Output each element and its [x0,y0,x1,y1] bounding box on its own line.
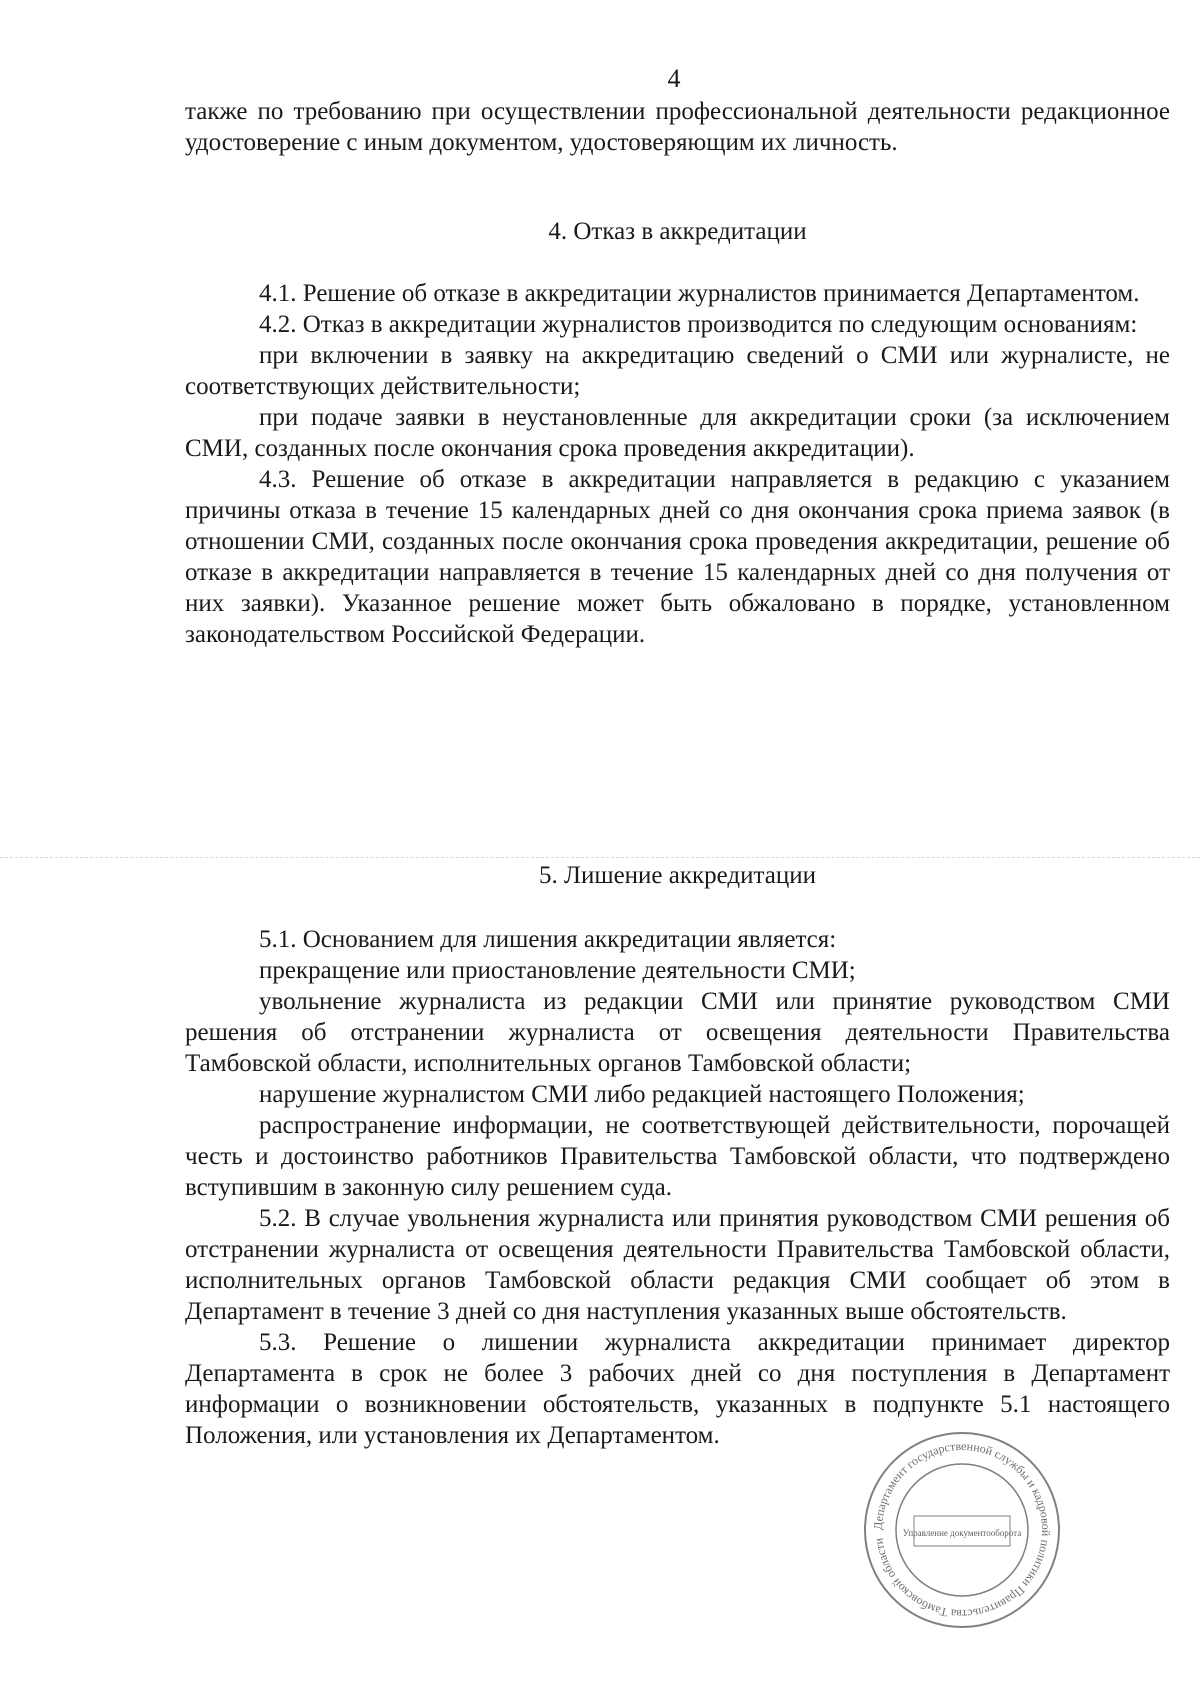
paragraph-4-2-a: при включении в заявку на аккредитацию сведений о СМИ или журналисте, не соответствующих действительности; [185,342,1170,400]
stamp-outer-text: Департамент государственной службы и кадровой политики Правительства Тамбовской области [870,1438,1054,1622]
paragraph-4-2-b: при подаче заявки в неустановленные для аккредитации сроки (за исключением СМИ, созданных после окончания срока проведения аккредитации). [185,404,1170,462]
paragraph-4-1: 4.1. Решение об отказе в аккредитации журналистов принимается Департаментом. [259,280,1140,307]
intro-text: также по требованию при осуществлении профессиональной деятельности редакционное удостоверение с иным документом, удостоверяющим их личность. [185,98,1170,156]
section-4-body [185,278,1170,650]
section-4-title: 4. Отказ в аккредитации [548,218,807,245]
paragraph-5-1-c: нарушение журналистом СМИ либо редакцией настоящего Положения; [259,1081,1025,1108]
section-5-body [185,924,1170,1451]
scan-artifact-line [0,857,1200,858]
paragraph-5-1-b: увольнение журналиста из редакции СМИ или принятие руководством СМИ решения об отстранении журналиста от освещения деятельности Правительства Тамбовской области, исполнительных органов Тамбовской области; [185,988,1170,1077]
section-5-title: 5. Лишение аккредитации [538,862,816,889]
paragraph-5-2: 5.2. В случае увольнения журналиста или принятия руководством СМИ решения об отстранении журналиста от освещения деятельности Правительства Тамбовской области, исполнительных органов Тамбовской области редакция СМИ сообщает об этом в Департамент в течение 3 дней со дня наступления указанных выше обстоятельств. [185,1205,1170,1325]
paragraph-5-1-d: распространение информации, не соответствующей действительности, порочащей честь и достоинство работников Правительства Тамбовской области, что подтверждено вступившим в законную силу решением суда. [185,1112,1170,1201]
paragraph-5-1-a: прекращение или приостановление деятельности СМИ; [259,957,856,984]
page-number: 4 [667,64,681,93]
paragraph-5-1: 5.1. Основанием для лишения аккредитации является: [259,926,837,953]
paragraph-4-2: 4.2. Отказ в аккредитации журналистов производится по следующим основаниям: [259,311,1138,338]
paragraph-5-3: 5.3. Решение о лишении журналиста аккредитации принимает директор Департамента в срок не более 3 рабочих дней со дня поступления в Департамент информации о возникновении обстоятельств, указанных в подпункте 5.1 настоящего Положения, или установления их Департаментом. [185,1329,1170,1449]
paragraph-4-3: 4.3. Решение об отказе в аккредитации направляется в редакцию с указанием причины отказа в течение 15 календарных дней со дня окончания срока приема заявок (в отношении СМИ, созданных после окончания срока проведения аккредитации, решение об отказе в аккредитации направляется в течение 15 календарных дней со дня получения от них заявки). Указанное решение может быть обжаловано в порядке, установленном законодательством Российской Федерации. [185,466,1170,648]
stamp-inner-text: Управление документооборота [902,1528,1022,1538]
intro-paragraph [185,96,1170,158]
official-stamp [862,1430,1062,1630]
